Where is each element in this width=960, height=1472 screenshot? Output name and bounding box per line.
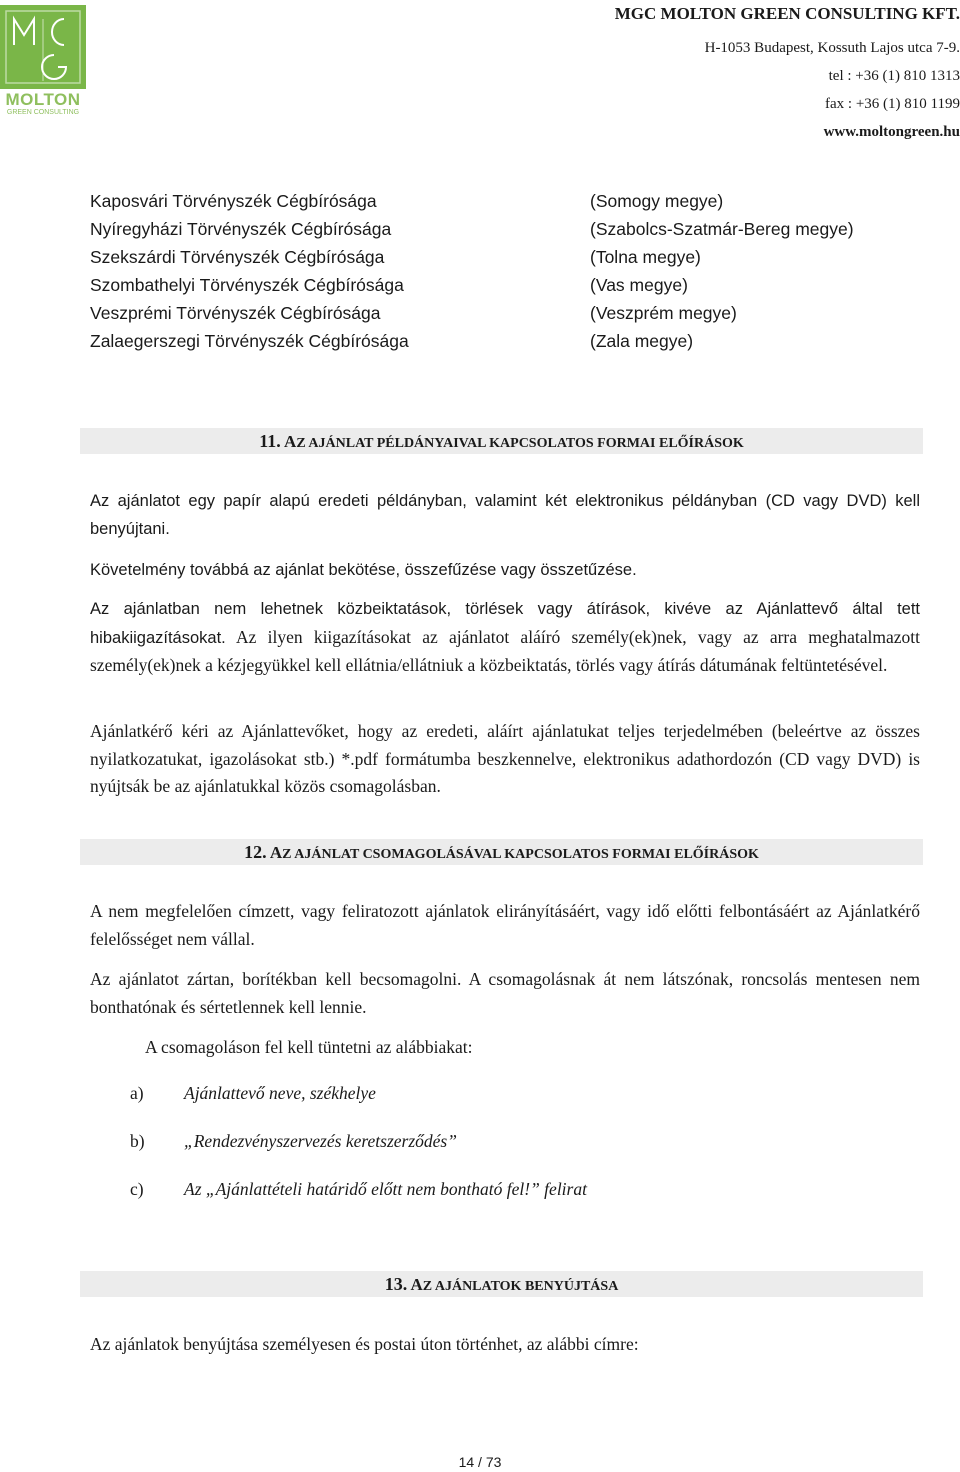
court-county: (Szabolcs-Szatmár-Bereg megye) <box>590 219 854 239</box>
section-11-heading <box>80 428 923 454</box>
section-number: 13. <box>384 1274 408 1294</box>
court-name: Veszprémi Törvényszék Cégbírósága <box>90 303 381 323</box>
court-row <box>90 215 910 243</box>
list-item <box>130 1081 376 1105</box>
list-label: c) <box>130 1179 144 1199</box>
section-number: 11. <box>259 431 281 451</box>
court-name: Szombathelyi Törvényszék Cégbírósága <box>90 275 404 295</box>
court-row <box>90 243 910 271</box>
section-11-paragraph-1: Az ajánlatot egy papír alapú eredeti példányban, valamint két elektronikus példányban (CD vagy DVD) kell benyújtani. <box>90 492 920 538</box>
court-row <box>90 187 910 215</box>
list-label: b) <box>130 1131 145 1151</box>
court-name: Nyíregyházi Törvényszék Cégbírósága <box>90 219 392 239</box>
court-county: (Veszprém megye) <box>590 303 737 323</box>
section-number: 12. <box>244 842 267 862</box>
section-13-paragraph-1: Az ajánlatok benyújtása személyesen és postai úton történhet, az alábbi címre: <box>90 1334 639 1354</box>
section-title-initial: A <box>269 843 283 862</box>
section-12-heading <box>80 839 923 865</box>
list-text: Az „Ajánlattételi határidő előtt nem bontható fel!” felirat <box>184 1179 587 1199</box>
list-label: a) <box>130 1083 144 1103</box>
company-website-link[interactable]: www.moltongreen.hu <box>823 124 960 140</box>
list-text: „Rendezvényszervezés keretszerződés” <box>184 1131 457 1151</box>
paragraph-part: Az ajánlatban nem lehetnek közbeiktatások, törlések vagy átírások, kivéve az Ajánlattevő által tett hibakiigazításokat. <box>90 600 920 647</box>
court-county: (Somogy megye) <box>590 191 724 211</box>
paragraph-part: Az ilyen kiigazításokat az ajánlatot aláíró személy(ek)nek, vagy az arra meghatalmazott személy(ek)nek a kézjegyükkel kell ellátnia/ellátniuk a közbeiktatás, törlés vagy átírás dátumának feltüntetésével. <box>90 626 920 675</box>
logo-text: MOLTON <box>5 90 81 109</box>
company-name: MGC MOLTON GREEN CONSULTING KFT. <box>614 4 960 23</box>
list-item <box>130 1129 457 1153</box>
logo-subtext: GREEN CONSULTING <box>6 109 80 116</box>
page-number: 14 / 73 <box>458 1454 502 1470</box>
section-12-paragraph-3: A csomagoláson fel kell tüntetni az alábbiakat: <box>145 1037 473 1057</box>
company-tel: tel : +36 (1) 810 1313 <box>828 68 960 84</box>
court-county: (Zala megye) <box>590 331 694 351</box>
section-title-initial: A <box>284 432 297 451</box>
company-logo <box>0 5 86 117</box>
court-county: (Vas megye) <box>590 275 688 295</box>
section-title: Z AJÁNLAT CSOMAGOLÁSÁVAL KAPCSOLATOS FORMAI ELŐÍRÁSOK <box>282 847 759 862</box>
list-text: Ajánlattevő neve, székhelye <box>184 1083 376 1103</box>
court-county: (Tolna megye) <box>590 247 701 267</box>
company-address: H-1053 Budapest, Kossuth Lajos utca 7-9. <box>704 40 960 56</box>
court-name: Szekszárdi Törvényszék Cégbírósága <box>90 247 385 267</box>
section-12-paragraph-1: A nem megfelelően címzett, vagy feliratozott ajánlatok elirányításáért, vagy idő előtti felbontásáért az Ajánlatkérő felelősséget nem vállal. <box>90 901 920 949</box>
court-row <box>90 299 910 327</box>
section-title-initial: A <box>410 1275 423 1294</box>
company-info <box>460 4 960 146</box>
section-11-paragraph-3 <box>90 596 920 681</box>
logo-monogram-icon <box>0 5 86 89</box>
section-title: Z AJÁNLAT PÉLDÁNYAIVAL KAPCSOLATOS FORMAI ELŐÍRÁSOK <box>296 436 744 451</box>
court-name: Kaposvári Törvényszék Cégbírósága <box>90 191 377 211</box>
section-13-heading <box>80 1271 923 1297</box>
company-fax: fax : +36 (1) 810 1199 <box>825 96 960 112</box>
court-name: Zalaegerszegi Törvényszék Cégbírósága <box>90 331 409 351</box>
section-12-paragraph-2: Az ajánlatot zártan, borítékban kell becsomagolni. A csomagolásnak át nem látszónak, roncsolás mentesen nem bonthatónak és sértetlennek kell lennie. <box>90 969 920 1017</box>
court-row <box>90 327 910 355</box>
section-title: Z AJÁNLATOK BENYÚJTÁSA <box>422 1279 619 1294</box>
logo-emblem <box>0 5 86 89</box>
courts-table <box>90 187 910 355</box>
section-11-paragraph-4: Ajánlatkérő kéri az Ajánlattevőket, hogy az eredeti, aláírt ajánlatukat teljes terjedelmében (beleértve az összes nyilatkozatukat, igazolásokat stb.) *.pdf formátumba beszkennelve, elektronikus adathordozón (CD vagy DVD) is nyújtsák be az ajánlatukkal közös csomagolásban. <box>90 721 920 796</box>
section-11-paragraph-2: Követelmény továbbá az ajánlat bekötése, összefűzése vagy összetűzése. <box>90 561 637 579</box>
list-item <box>130 1177 587 1201</box>
court-row <box>90 271 910 299</box>
